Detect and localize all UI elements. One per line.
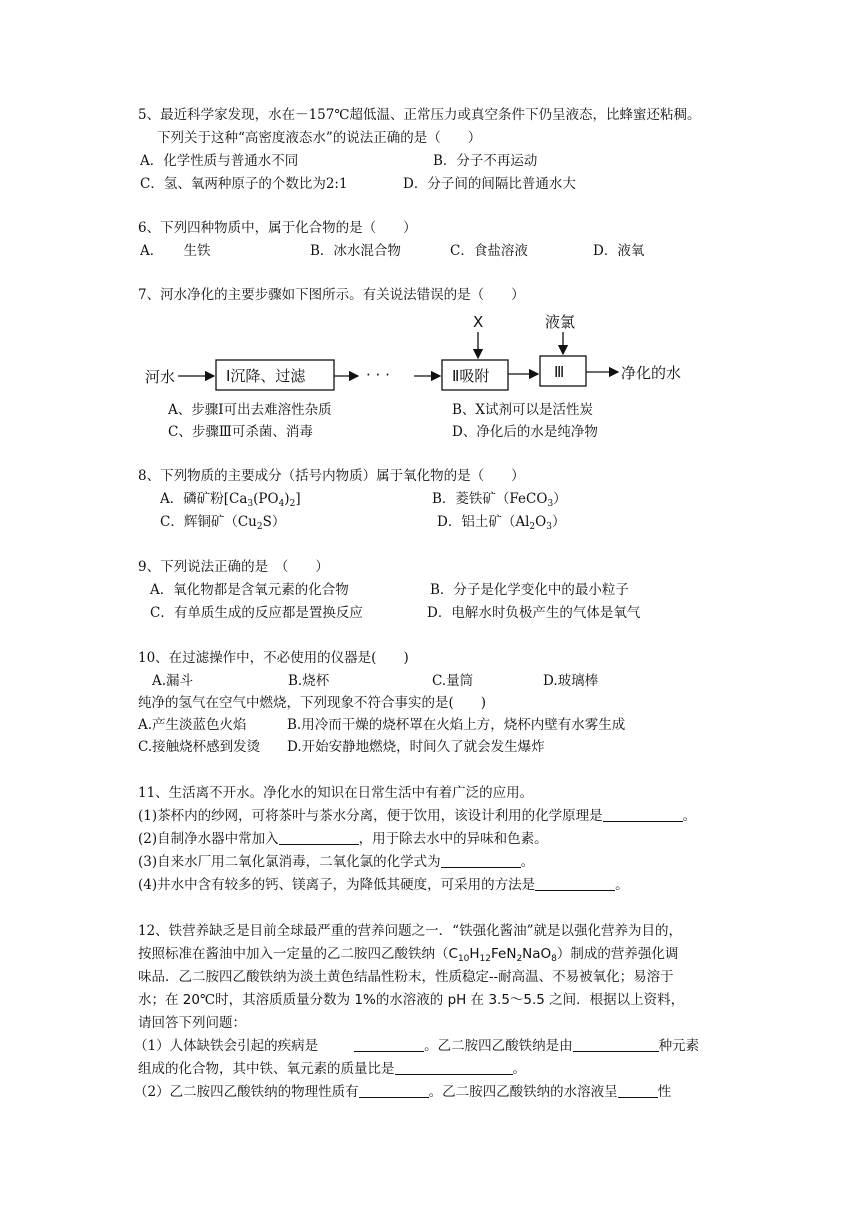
q12-blank-solution-nature[interactable] — [618, 1083, 658, 1098]
q9-option-d: D．电解水时负极产生的气体是氧气 — [427, 605, 641, 621]
q10-option-d2: D.开始安静地燃烧，时间久了就会发生爆炸 — [287, 739, 545, 755]
q10-option-c: C.量筒 — [432, 673, 474, 689]
q6-option-c: C．食盐溶液 — [450, 243, 528, 259]
q11-stem: 11、生活离不开水。净化水的知识在日常生活中有着广泛的应用。 — [138, 785, 534, 801]
q9-option-c: C．有单质生成的反应都是置换反应 — [150, 605, 363, 621]
q11-part2: (2)自制净水器中常加入 ，用于除去水中的异味和色素。 — [138, 831, 548, 847]
q7-stem: 7、河水净化的主要步骤如下图所示。有关说法错误的是（ ） — [138, 287, 525, 303]
q10-option-d: D.玻璃棒 — [543, 673, 599, 689]
q5-option-c: C．氢、氧两种原子的个数比为2:1 — [140, 176, 348, 192]
result-label: 净化的水 — [621, 364, 682, 382]
q8-option-b: B．菱铁矿（FeCO$_3$） — [432, 491, 567, 509]
step3-label: Ⅲ — [554, 363, 565, 381]
q11-blank4[interactable] — [535, 876, 615, 891]
q10-option-c2: C.接触烧杯感到发烫 — [138, 739, 261, 755]
q5-stem-line1: 5、最近科学家发现，水在－157℃超低温、正常压力或真空条件下仍呈液态，比蜂蜜还粘稠。 — [138, 107, 701, 123]
q11-part3: (3)自来水厂用二氧化氯消毒，二氧化氯的化学式为 。 — [138, 854, 535, 870]
q9-option-b: B．分子是化学变化中的最小粒子 — [430, 582, 629, 598]
q10-option-b2: B.用冷而干燥的烧杯罩在火焰上方，烧杯内壁有水雾生成 — [287, 717, 626, 733]
q7-option-b: B、X试剂可以是活性炭 — [452, 402, 594, 418]
q10-option-a2: A.产生淡蓝色火焰 — [138, 717, 247, 733]
q7-option-d: D、净化后的水是纯净物 — [452, 424, 598, 440]
q12-blank-element-count[interactable] — [573, 1037, 659, 1052]
q12-blank-physical-property[interactable] — [359, 1083, 429, 1098]
chemical-formula: $C_{10}H_{12}FeN_2NaO_8$ — [448, 946, 557, 964]
q6-option-a: A． 生铁 — [140, 243, 211, 259]
q9-option-a: A．氧化物都是含氧元素的化合物 — [150, 582, 349, 598]
q5-option-d: D．分子间的间隔比普通水大 — [403, 176, 576, 192]
q12-question2: （2）乙二胺四乙酸铁纳的物理性质有 。乙二胺四乙酸铁纳的水溶液呈 性 — [134, 1084, 672, 1100]
step2-label: Ⅱ吸附 — [452, 367, 490, 385]
q10-stem: 10、在过滤操作中，不必使用的仪器是( ) — [138, 650, 409, 666]
q11-part4: (4)井水中含有较多的钙、镁离子，为降低其硬度，可采用的方法是 。 — [138, 877, 629, 893]
q7-option-c: C、步骤Ⅲ可杀菌、消毒 — [168, 424, 313, 440]
q8-stem: 8、下列物质的主要成分（括号内物质）属于氧化物的是（ ） — [138, 468, 525, 484]
diagram-dots: · · · — [366, 366, 390, 384]
q6-stem: 6、下列四种物质中，属于化合物的是（ ） — [138, 220, 417, 236]
q12-line2: 按照标准在酱油中加入一定量的乙二胺四乙酸铁纳$(C_{10}H_{12}FeN_2NaO_8)$制成的营养强化调 — [138, 946, 679, 964]
q6-option-d: D．液氧 — [593, 243, 645, 259]
q5-option-b: B．分子不再运动 — [433, 153, 538, 169]
q12-question1-cont: 组成的化合物，其中铁、氧元素的质量比是 。 — [138, 1061, 526, 1077]
q12-blank-mass-ratio[interactable] — [395, 1060, 513, 1075]
q12-blank-disease[interactable] — [354, 1037, 424, 1052]
q5-option-a: A．化学性质与普通水不同 — [140, 153, 299, 169]
q12-question1: （1）人体缺铁会引起的疾病是 。乙二胺四乙酸铁纳是由 种元素 — [134, 1038, 700, 1054]
q8-option-c: C．辉铜矿$(Cu_2S)$ — [160, 514, 286, 532]
q10-option-a: A.漏斗 — [152, 673, 194, 689]
q11-blank3[interactable] — [441, 853, 521, 868]
q8-option-a: A．磷矿粉$[Ca_3(PO_4)_2]$ — [160, 491, 301, 509]
q12-line1: 12、铁营养缺乏是目前全球最严重的营养问题之一．“铁强化酱油”就是以强化营养为目的， — [138, 923, 682, 939]
q9-stem: 9、下列说法正确的是 （ ） — [138, 559, 329, 575]
q10-stem2: 纯净的氢气在空气中燃烧，下列现象不符合事实的是( ) — [138, 695, 487, 711]
q10-option-b: B.烧杯 — [288, 673, 330, 689]
q7-option-a: A、步骤Ⅰ可出去难溶性杂质 — [168, 402, 332, 418]
input-chlorine-label: 液氯 — [545, 313, 576, 331]
q5-stem-line2: 下列关于这种“高密度液态水”的说法正确的是（ ） — [157, 130, 482, 146]
q8-option-d: D．铝土矿$(Al_2O_3)$ — [437, 514, 566, 532]
water-purification-diagram — [140, 308, 700, 394]
diagram-source-label: 河水 — [145, 368, 176, 386]
input-x-label: X — [473, 313, 484, 331]
q12-line4: 水；在 20℃时，其溶质质量分数为 1%的水溶液的 pH 在 3.5～5.5 之间．根据以上资料， — [138, 992, 685, 1008]
q11-blank2[interactable] — [279, 830, 359, 845]
q11-blank1[interactable] — [603, 807, 683, 822]
q12-line5: 请回答下列问题： — [138, 1015, 246, 1031]
step1-label: Ⅰ沉降、过滤 — [226, 367, 306, 385]
q11-part1: (1)茶杯内的纱网，可将茶叶与茶水分离，便于饮用，该设计利用的化学原理是 。 — [138, 808, 697, 824]
q6-option-b: B．冰水混合物 — [310, 243, 401, 259]
q12-line3: 味品．乙二胺四乙酸铁纳为淡土黄色结晶性粉末，性质稳定--耐高温、不易被氧化；易溶于 — [138, 969, 674, 985]
